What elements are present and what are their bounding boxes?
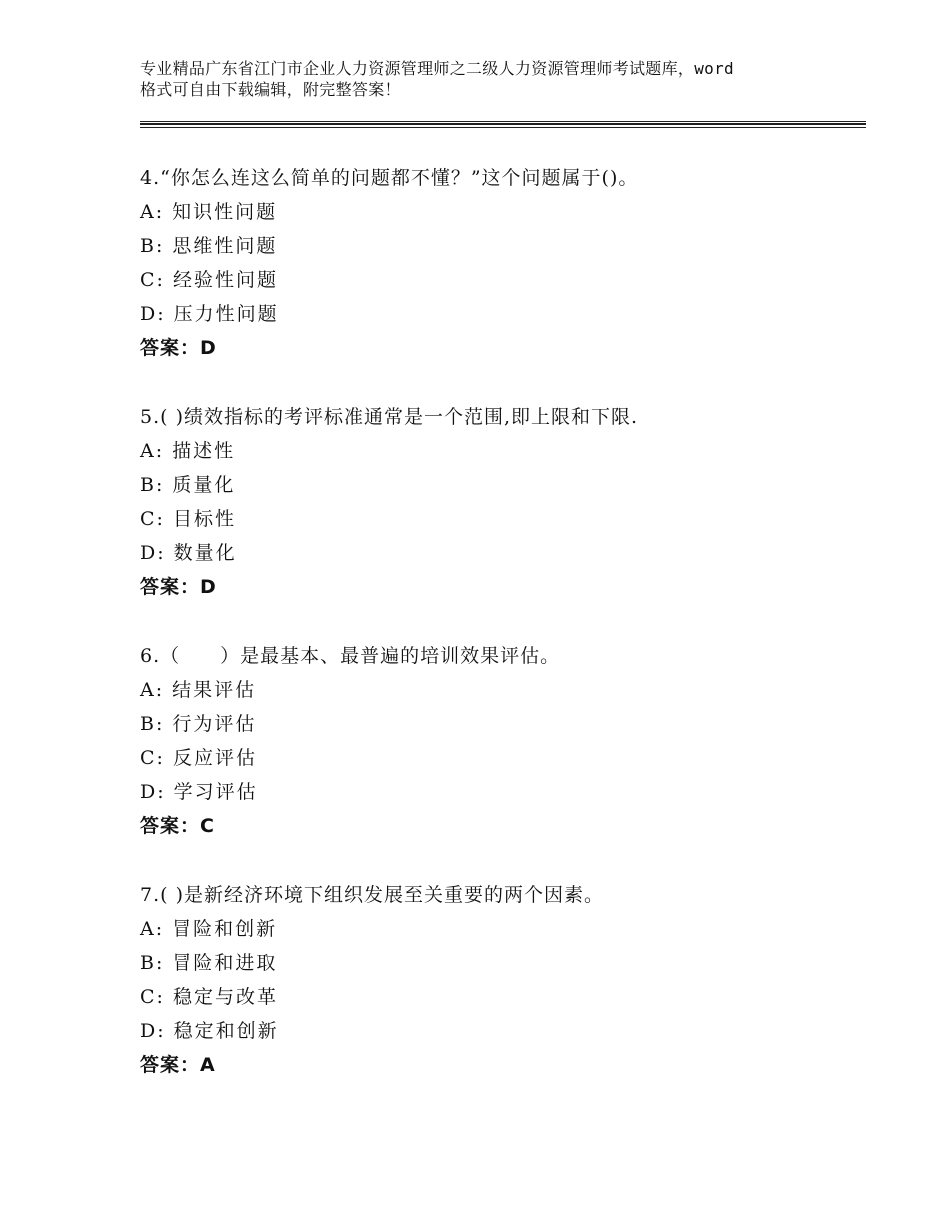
option-a: A: 冒险和创新 — [140, 918, 278, 940]
option-c: C: 反应评估 — [140, 747, 257, 769]
option-a: A: 描述性 — [140, 440, 236, 462]
header-line-2: 格式可自由下载编辑，附完整答案！ — [140, 80, 401, 99]
header-divider — [140, 123, 866, 125]
answer-line: 答案：D — [140, 576, 217, 598]
question-stem: 6.（ ）是最基本、最普遍的培训效果评估。 — [140, 645, 561, 667]
option-c: C: 经验性问题 — [140, 269, 278, 291]
option-a: A: 结果评估 — [140, 679, 257, 701]
option-d: D: 数量化 — [140, 542, 237, 564]
option-b: B: 行为评估 — [140, 713, 257, 735]
header-line-1: 专业精品广东省江门市企业人力资源管理师之二级人力资源管理师考试题库，word — [140, 59, 734, 78]
option-c: C: 目标性 — [140, 508, 236, 530]
option-b: B: 质量化 — [140, 474, 236, 496]
header-divider — [140, 121, 866, 122]
document-header — [140, 58, 840, 100]
answer-line: 答案：D — [140, 337, 217, 359]
option-d: D: 压力性问题 — [140, 303, 279, 325]
answer-line: 答案：A — [140, 1054, 216, 1076]
option-c: C: 稳定与改革 — [140, 986, 278, 1008]
option-b: B: 冒险和进取 — [140, 952, 278, 974]
question-stem: 7.( )是新经济环境下组织发展至关重要的两个因素。 — [140, 884, 604, 906]
option-d: D: 学习评估 — [140, 781, 258, 803]
option-b: B: 思维性问题 — [140, 235, 278, 257]
option-a: A: 知识性问题 — [140, 201, 278, 223]
header-divider — [140, 127, 866, 128]
answer-line: 答案：C — [140, 815, 215, 837]
question-stem: 4.“你怎么连这么简单的问题都不懂？”这个问题属于()。 — [140, 167, 639, 189]
question-stem: 5.( )绩效指标的考评标准通常是一个范围,即上限和下限. — [140, 406, 639, 428]
option-d: D: 稳定和创新 — [140, 1020, 279, 1042]
